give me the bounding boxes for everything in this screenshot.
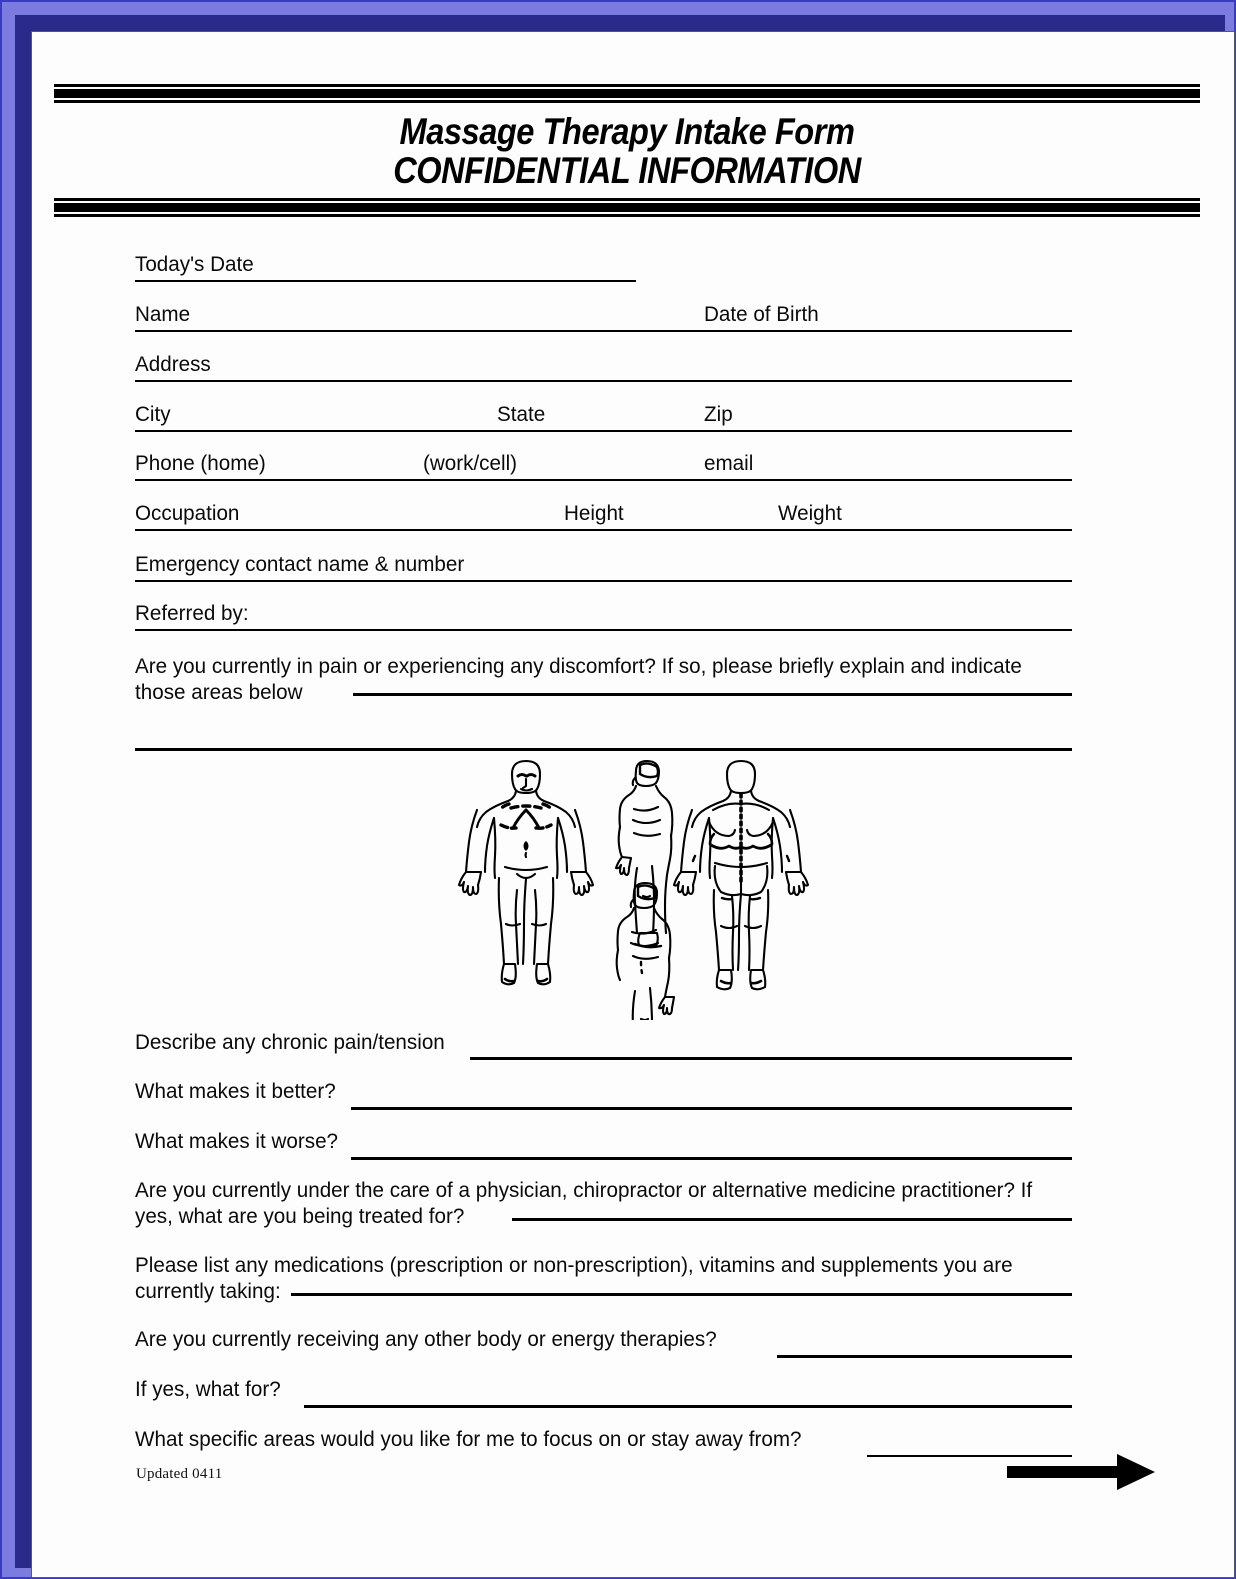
input-emergency-contact[interactable] [135,580,1072,582]
label-makes-better: What makes it better? [135,1079,336,1103]
header-rule-thick [54,203,1200,212]
label-occupation: Occupation [135,501,240,525]
header-bottom-rules [54,198,1200,217]
header-rule-thick [54,89,1200,98]
page-decorative-border-inner [6,6,1234,1577]
label-makes-worse: What makes it worse? [135,1129,339,1153]
document-sheet [31,31,1235,1578]
input-referred-by[interactable] [135,629,1072,631]
input-phone-email[interactable] [135,479,1072,481]
question-medications [135,1253,1105,1304]
input-makes-worse[interactable] [351,1157,1072,1160]
back-view-figure [674,761,808,989]
label-name: Name [135,302,191,326]
question-under-care-line2: yes, what are you being treated for? [135,1203,465,1228]
header-top-rules [54,84,1200,103]
input-other-therapies[interactable] [777,1355,1072,1358]
input-chronic-pain[interactable] [470,1057,1072,1060]
input-if-yes-what-for[interactable] [304,1405,1072,1408]
title-main: Massage Therapy Intake Form [399,111,855,152]
input-current-pain-1[interactable] [353,693,1072,696]
question-current-pain-line2: those areas below [135,679,303,704]
label-state: State [497,402,546,426]
footer-updated-note: Updated 0411 [136,1466,223,1482]
next-page-arrow-icon[interactable] [1007,1452,1157,1492]
question-under-care [135,1178,1105,1229]
label-email: email [704,451,754,475]
question-current-pain-line1: Are you currently in pain or experiencing any discomfort? If so, please briefly explain and indicate [135,654,1022,678]
title-subtitle: CONFIDENTIAL INFORMATION [393,150,861,192]
question-medications-line2: currently taking: [135,1278,281,1303]
header-rule-thin-bottom [54,214,1200,217]
label-city: City [135,402,171,426]
input-occupation-height-weight[interactable] [135,529,1072,531]
header-rule-thin-bottom [54,100,1200,103]
label-todays-date: Today's Date [135,252,254,276]
body-diagram[interactable] [437,748,837,1020]
label-other-therapies: Are you currently receiving any other body or energy therapies? [135,1327,717,1351]
input-name-dob[interactable] [135,330,1072,332]
label-zip: Zip [704,402,733,426]
label-height: Height [564,501,624,525]
label-referred-by: Referred by: [135,601,249,625]
question-medications-line1: Please list any medications (prescription or non-prescription), vitamins and supplements you are [135,1253,1013,1277]
label-address: Address [135,352,211,376]
question-under-care-line1: Are you currently under the care of a physician, chiropractor or alternative medicine practitioner? If [135,1178,1033,1202]
input-todays-date[interactable] [135,280,636,282]
label-date-of-birth: Date of Birth [704,302,819,326]
label-if-yes-what-for: If yes, what for? [135,1377,281,1401]
label-phone-home: Phone (home) [135,451,266,475]
input-makes-better[interactable] [351,1107,1072,1110]
label-chronic-pain: Describe any chronic pain/tension [135,1030,445,1054]
input-address[interactable] [135,380,1072,382]
input-under-care[interactable] [512,1218,1072,1221]
label-focus-areas: What specific areas would you like for me to focus on or stay away from? [135,1427,802,1451]
question-current-pain [135,654,1095,705]
input-city-state-zip[interactable] [135,430,1072,432]
page-title [54,112,1200,190]
label-phone-work-cell: (work/cell) [423,451,518,475]
label-emergency-contact: Emergency contact name & number [135,552,465,576]
input-medications[interactable] [291,1293,1072,1296]
label-weight: Weight [778,501,842,525]
front-view-figure [459,761,593,984]
